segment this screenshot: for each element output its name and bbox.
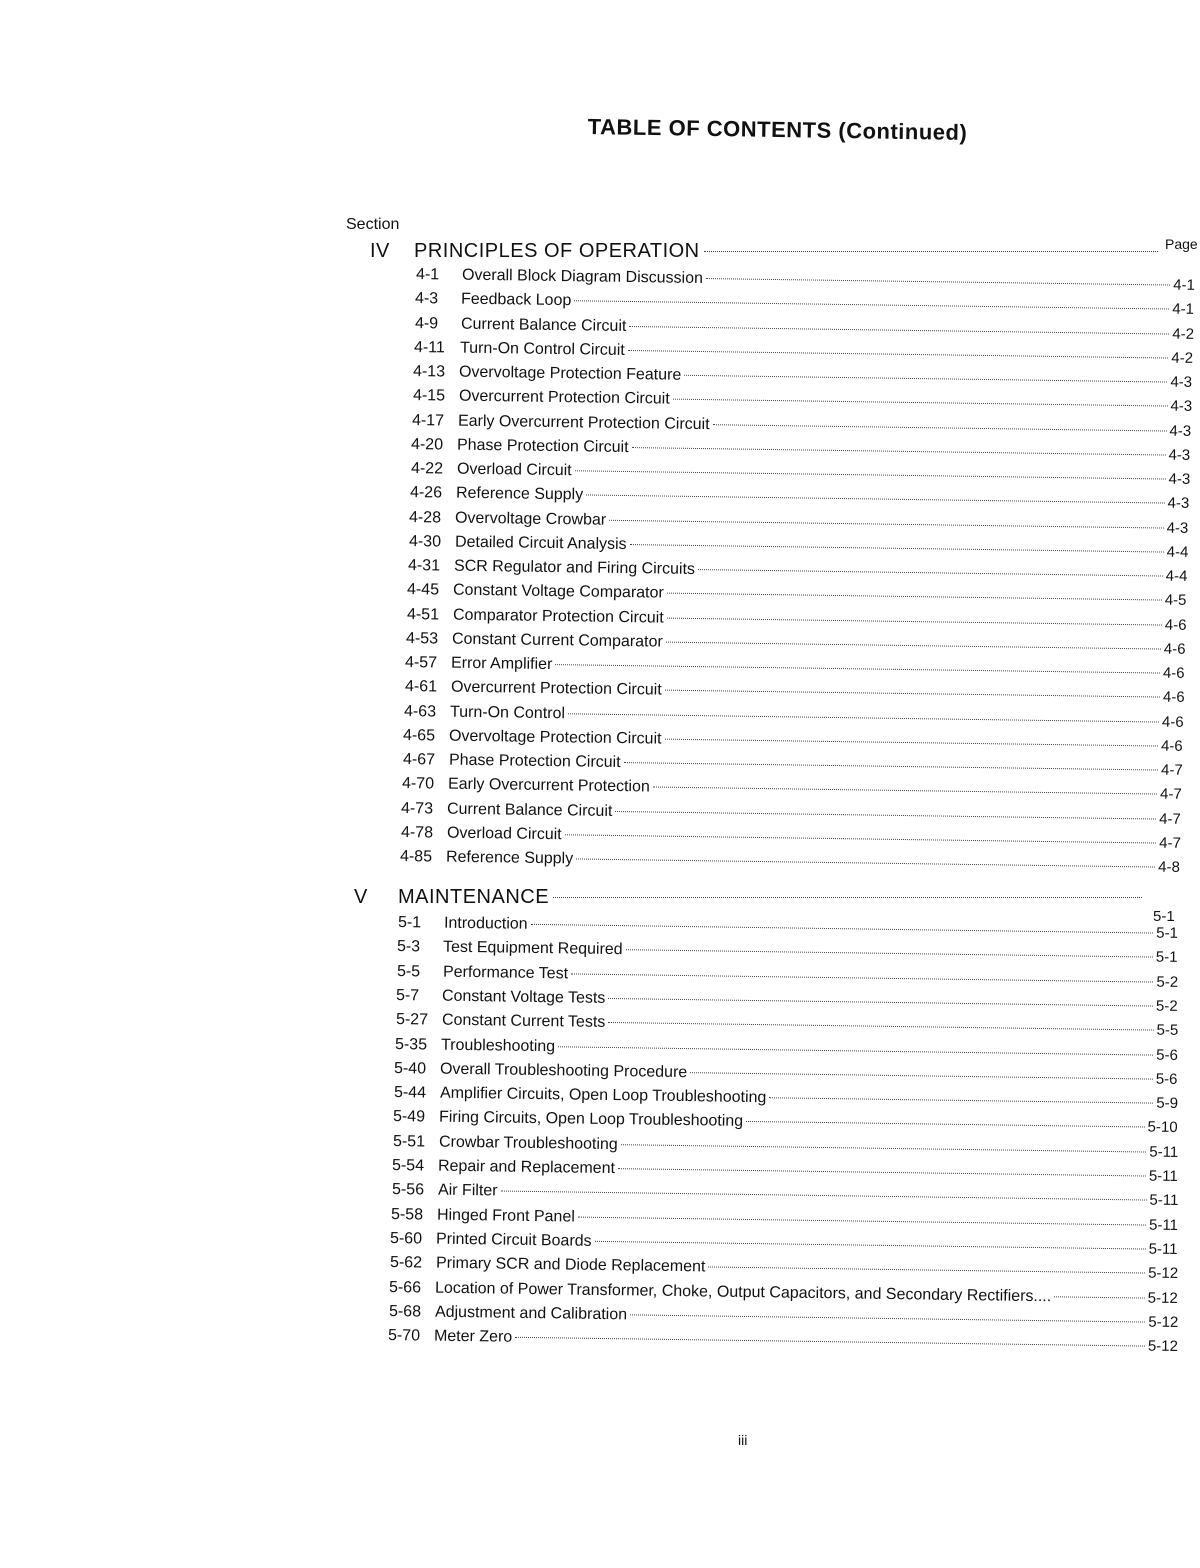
- toc-entry: [407, 606, 1187, 635]
- dot-leader: [708, 1267, 1145, 1274]
- entry-page: 4-3: [1167, 494, 1190, 513]
- toc-entry: [409, 533, 1189, 562]
- entry-number: 4-26: [409, 484, 443, 502]
- dot-leader: [666, 617, 1161, 625]
- entry-number: 5-66: [389, 1278, 422, 1296]
- entry-page: 4-3: [1170, 373, 1193, 391]
- dot-leader: [704, 251, 1158, 252]
- toc-entry: [413, 387, 1192, 416]
- entry-page: 5-1: [1156, 924, 1179, 942]
- dot-leader: [628, 350, 1169, 359]
- entry-number: 4-11: [413, 338, 445, 357]
- entry-number: 4-65: [403, 726, 436, 745]
- entry-title: Overcurrent Protection Circuit: [450, 678, 662, 699]
- toc-entry: [413, 363, 1192, 392]
- entry-title: Troubleshooting: [440, 1036, 556, 1055]
- entry-number: 5-54: [391, 1157, 425, 1175]
- toc-entry: [416, 266, 1195, 295]
- entry-number: 5-7: [396, 986, 420, 1005]
- entry-number: 4-1: [415, 266, 440, 284]
- entry-number: 5-51: [392, 1132, 425, 1151]
- entry-page: 5-12: [1147, 1264, 1179, 1283]
- entry-number: 4-15: [412, 387, 445, 405]
- entry-page: 5-12: [1147, 1337, 1179, 1356]
- entry-page: 4-4: [1165, 567, 1188, 585]
- toc-entry: [411, 460, 1191, 489]
- toc-entry: [396, 987, 1178, 1016]
- dot-leader: [620, 1144, 1146, 1152]
- entry-title: Overload Circuit: [456, 460, 572, 480]
- entry-title: Test Equipment Required: [443, 938, 624, 959]
- toc-entry: [388, 1327, 1178, 1356]
- entry-title: Early Overcurrent Protection Circuit: [457, 412, 710, 433]
- entry-number: 5-58: [390, 1205, 424, 1224]
- dot-leader: [629, 544, 1163, 552]
- dot-leader: [558, 1046, 1153, 1055]
- entry-title: Overcurrent Protection Circuit: [458, 387, 670, 408]
- dot-leader: [691, 1072, 1154, 1079]
- entry-page: 4-7: [1160, 785, 1182, 804]
- dot-leader: [623, 762, 1157, 770]
- entry-title: Reference Supply: [455, 484, 584, 504]
- toc-entry: [407, 581, 1187, 610]
- entry-number: 4-70: [401, 775, 435, 793]
- entry-number: 4-78: [400, 823, 433, 842]
- entry-title: Constant Voltage Comparator: [453, 581, 665, 602]
- entry-page: 4-6: [1161, 713, 1184, 731]
- entry-page: 4-2: [1171, 325, 1194, 343]
- entry-page: 4-3: [1169, 422, 1192, 440]
- entry-page: 5-11: [1148, 1191, 1179, 1210]
- dot-leader: [629, 325, 1169, 334]
- entry-page: 5-11: [1148, 1167, 1179, 1185]
- dot-leader: [571, 973, 1153, 982]
- toc-entry: [400, 848, 1180, 877]
- entry-number: 5-56: [391, 1181, 424, 1199]
- page-title: [588, 114, 968, 146]
- toc-entry: [393, 1133, 1178, 1162]
- entry-page: 5-6: [1156, 1046, 1179, 1064]
- entry-number: 4-45: [407, 581, 440, 599]
- entry-title: Performance Test: [442, 963, 569, 982]
- entry-number: 4-9: [414, 314, 438, 332]
- entry-title: Current Balance Circuit: [460, 315, 627, 335]
- entry-title: Firing Circuits, Open Loop Troubleshooting: [439, 1109, 744, 1131]
- entry-page: 4-3: [1168, 470, 1191, 488]
- toc-entry: [408, 557, 1188, 586]
- toc-entry: [410, 484, 1190, 513]
- entry-page: 5-2: [1156, 997, 1179, 1015]
- section-heading-iv: [370, 240, 1162, 263]
- toc-entry: [393, 1108, 1178, 1137]
- entry-number: 4-61: [404, 678, 437, 696]
- entry-page: 5-11: [1148, 1143, 1179, 1161]
- entry-page: 4-1: [1173, 276, 1196, 294]
- entry-number: 4-20: [411, 435, 444, 454]
- entry-number: 5-35: [394, 1035, 428, 1053]
- dot-leader: [564, 834, 1156, 843]
- entry-page: 4-6: [1164, 616, 1187, 634]
- entry-title: Overvoltage Crowbar: [455, 509, 607, 529]
- dot-leader: [500, 1191, 1146, 1201]
- entry-number: 4-51: [406, 605, 439, 623]
- entry-title: Error Amplifier: [451, 654, 553, 674]
- section-name: MAINTENANCE: [398, 886, 550, 908]
- entry-title: Constant Current Comparator: [451, 630, 663, 651]
- entry-number: 5-49: [393, 1108, 426, 1126]
- dot-leader: [616, 810, 1157, 819]
- dot-leader: [630, 1314, 1145, 1322]
- dot-leader: [666, 641, 1161, 649]
- dot-leader: [618, 1168, 1146, 1176]
- title-suffix: (Continued): [838, 117, 968, 145]
- toc-entry: [412, 412, 1191, 441]
- dot-leader: [609, 998, 1154, 1007]
- entry-title: Introduction: [443, 914, 528, 933]
- entry-page: 4-7: [1160, 761, 1183, 779]
- entry-page: 5-5: [1156, 1021, 1179, 1040]
- entry-title: Crowbar Troubleshooting: [438, 1133, 618, 1153]
- entry-title: Meter Zero: [433, 1327, 513, 1346]
- entry-title: Overvoltage Protection Circuit: [449, 727, 662, 748]
- entry-number: 4-17: [411, 411, 445, 429]
- entry-number: 4-30: [408, 532, 441, 551]
- entry-number: 4-73: [401, 799, 434, 817]
- entry-page: 5-10: [1147, 1118, 1179, 1137]
- dot-leader: [769, 1097, 1153, 1103]
- entry-title: Detailed Circuit Analysis: [454, 533, 627, 553]
- entry-page: 4-7: [1159, 810, 1182, 828]
- dot-leader: [595, 1241, 1146, 1250]
- dot-leader: [575, 300, 1170, 309]
- dot-leader: [574, 470, 1165, 479]
- entry-number: 5-44: [393, 1084, 427, 1102]
- toc-entry: [401, 824, 1181, 853]
- toc-entry: [414, 339, 1193, 368]
- entry-number: 5-62: [389, 1254, 422, 1272]
- entry-number: 4-53: [405, 629, 439, 648]
- entry-page: 4-4: [1166, 543, 1189, 561]
- entry-title: Overall Block Diagram Discussion: [461, 266, 704, 288]
- entry-number: 5-1: [397, 914, 422, 932]
- entry-number: 5-3: [397, 938, 421, 956]
- toc-entry: [409, 509, 1189, 538]
- toc-entry: [405, 654, 1185, 683]
- toc-entry: [398, 914, 1178, 943]
- title-text: TABLE OF CONTENTS: [587, 114, 832, 143]
- entry-number: 4-31: [407, 557, 441, 575]
- entry-title: Repair and Replacement: [437, 1157, 616, 1178]
- entry-title: Hinged Front Panel: [436, 1206, 575, 1226]
- dot-leader: [586, 495, 1164, 504]
- entry-number: 5-5: [396, 962, 421, 980]
- entry-page: 4-6: [1161, 737, 1184, 755]
- entry-title: Turn-On Control: [449, 703, 566, 722]
- dot-leader: [1054, 1296, 1144, 1298]
- entry-title: Current Balance Circuit: [447, 800, 613, 820]
- toc-entry: [392, 1157, 1178, 1186]
- entry-title: Turn-On Control Circuit: [459, 339, 625, 359]
- toc-entry: [388, 1303, 1178, 1332]
- entry-number: 5-70: [387, 1327, 421, 1345]
- entry-number: 4-28: [409, 508, 442, 526]
- dot-leader: [685, 375, 1168, 383]
- section-page-v: 5-1: [1153, 908, 1175, 925]
- entry-title: Primary SCR and Diode Replacement: [435, 1254, 706, 1276]
- entry-number: 4-22: [410, 460, 443, 478]
- dot-leader: [553, 897, 1142, 898]
- entry-page: 4-6: [1163, 664, 1186, 682]
- dot-leader: [568, 713, 1159, 722]
- page-column-label: Page: [1165, 236, 1198, 252]
- toc-entry: [391, 1206, 1178, 1235]
- entry-page: 5-2: [1156, 973, 1179, 991]
- entry-title: Printed Circuit Boards: [436, 1230, 593, 1250]
- entry-page: 5-6: [1156, 1070, 1179, 1088]
- entry-number: 5-40: [394, 1059, 427, 1078]
- section-column-label: Section: [346, 216, 400, 233]
- entry-page: 4-6: [1163, 640, 1186, 658]
- dot-leader: [672, 399, 1167, 407]
- entry-title: Reference Supply: [445, 848, 574, 868]
- entry-page: 4-2: [1171, 349, 1194, 367]
- entry-title: Constant Voltage Tests: [442, 987, 606, 1007]
- dot-leader: [706, 278, 1170, 285]
- toc-entry: [397, 963, 1178, 992]
- toc-entry: [406, 630, 1186, 659]
- dot-leader: [626, 949, 1153, 957]
- entry-number: 4-13: [413, 363, 446, 381]
- dot-leader: [556, 664, 1161, 673]
- entry-title: Location of Power Transformer, Choke, Output Capacitors, and Secondary Rectifiers....: [435, 1279, 1052, 1305]
- entry-number: 4-57: [405, 654, 438, 672]
- entry-page: 4-3: [1166, 519, 1189, 537]
- section-roman: IV: [370, 240, 390, 262]
- entry-number: 5-27: [395, 1011, 428, 1029]
- entry-title: Amplifier Circuits, Open Loop Troubleshooting: [439, 1084, 767, 1107]
- entry-page: 5-12: [1147, 1289, 1179, 1307]
- toc-entry: [405, 678, 1185, 707]
- entry-page: 4-5: [1164, 591, 1187, 610]
- entry-page: 5-1: [1156, 948, 1179, 967]
- entry-title: Early Overcurrent Protection: [447, 775, 650, 796]
- entry-page: 5-11: [1148, 1240, 1179, 1258]
- entry-number: 4-63: [403, 702, 437, 720]
- dot-leader: [576, 858, 1155, 867]
- entry-page: 4-3: [1168, 446, 1191, 464]
- dot-leader: [515, 1337, 1145, 1347]
- entry-title: Overall Troubleshooting Procedure: [440, 1060, 688, 1081]
- entry-title: Feedback Loop: [461, 290, 572, 310]
- toc-entry: [415, 315, 1194, 344]
- dot-leader: [667, 593, 1162, 601]
- toc-entry: [394, 1060, 1178, 1089]
- entry-title: Comparator Protection Circuit: [452, 606, 664, 627]
- entry-page: 5-12: [1147, 1313, 1179, 1331]
- entry-title: Phase Protection Circuit: [457, 436, 630, 456]
- entry-number: 4-67: [402, 751, 435, 769]
- dot-leader: [653, 787, 1157, 795]
- entry-title: Overvoltage Protection Feature: [459, 363, 682, 384]
- entry-title: Air Filter: [437, 1181, 498, 1200]
- section-name: PRINCIPLES OF OPERATION: [414, 240, 700, 262]
- section-heading-v: [354, 886, 1146, 909]
- dot-leader: [698, 569, 1163, 576]
- entry-page: 5-9: [1156, 1094, 1179, 1113]
- toc-entry: [391, 1181, 1178, 1210]
- toc-entry: [396, 1011, 1179, 1040]
- entry-page: 4-1: [1172, 300, 1195, 319]
- toc-entry: [415, 290, 1194, 319]
- dot-leader: [632, 447, 1166, 455]
- entry-page: 4-8: [1158, 858, 1181, 876]
- entry-title: Adjustment and Calibration: [434, 1303, 627, 1324]
- toc-entry: [404, 703, 1184, 732]
- page-number: iii: [738, 1432, 748, 1448]
- dot-leader: [664, 690, 1159, 698]
- entry-number: 4-3: [415, 290, 439, 308]
- entry-number: 5-60: [390, 1229, 423, 1248]
- toc-entry: [411, 436, 1190, 465]
- dot-leader: [608, 1022, 1153, 1031]
- toc-entry: [397, 938, 1178, 967]
- toc-entry: [403, 727, 1183, 756]
- toc-entry: [403, 751, 1183, 780]
- toc-entry: [401, 800, 1181, 829]
- entry-title: Constant Current Tests: [441, 1011, 606, 1032]
- toc-entry: [402, 775, 1182, 804]
- dot-leader: [531, 924, 1154, 934]
- toc-entry: [395, 1036, 1178, 1065]
- toc-entry: [390, 1230, 1178, 1259]
- entry-title: SCR Regulator and Firing Circuits: [453, 557, 696, 579]
- dot-leader: [713, 424, 1167, 431]
- entry-title: Phase Protection Circuit: [448, 751, 621, 772]
- section-roman: V: [354, 886, 368, 908]
- dot-leader: [609, 519, 1164, 528]
- toc-entry: [390, 1254, 1178, 1283]
- entry-page: 4-3: [1169, 397, 1192, 416]
- entry-title: Overload Circuit: [446, 824, 562, 843]
- entry-number: 4-85: [399, 848, 433, 866]
- entry-page: 5-11: [1148, 1216, 1179, 1234]
- dot-leader: [665, 738, 1159, 746]
- entry-page: 4-6: [1162, 688, 1185, 707]
- toc-entry: [389, 1279, 1178, 1308]
- entry-number: 5-68: [388, 1302, 421, 1321]
- dot-leader: [746, 1121, 1144, 1128]
- dot-leader: [578, 1216, 1146, 1225]
- entry-page: 4-7: [1158, 834, 1181, 852]
